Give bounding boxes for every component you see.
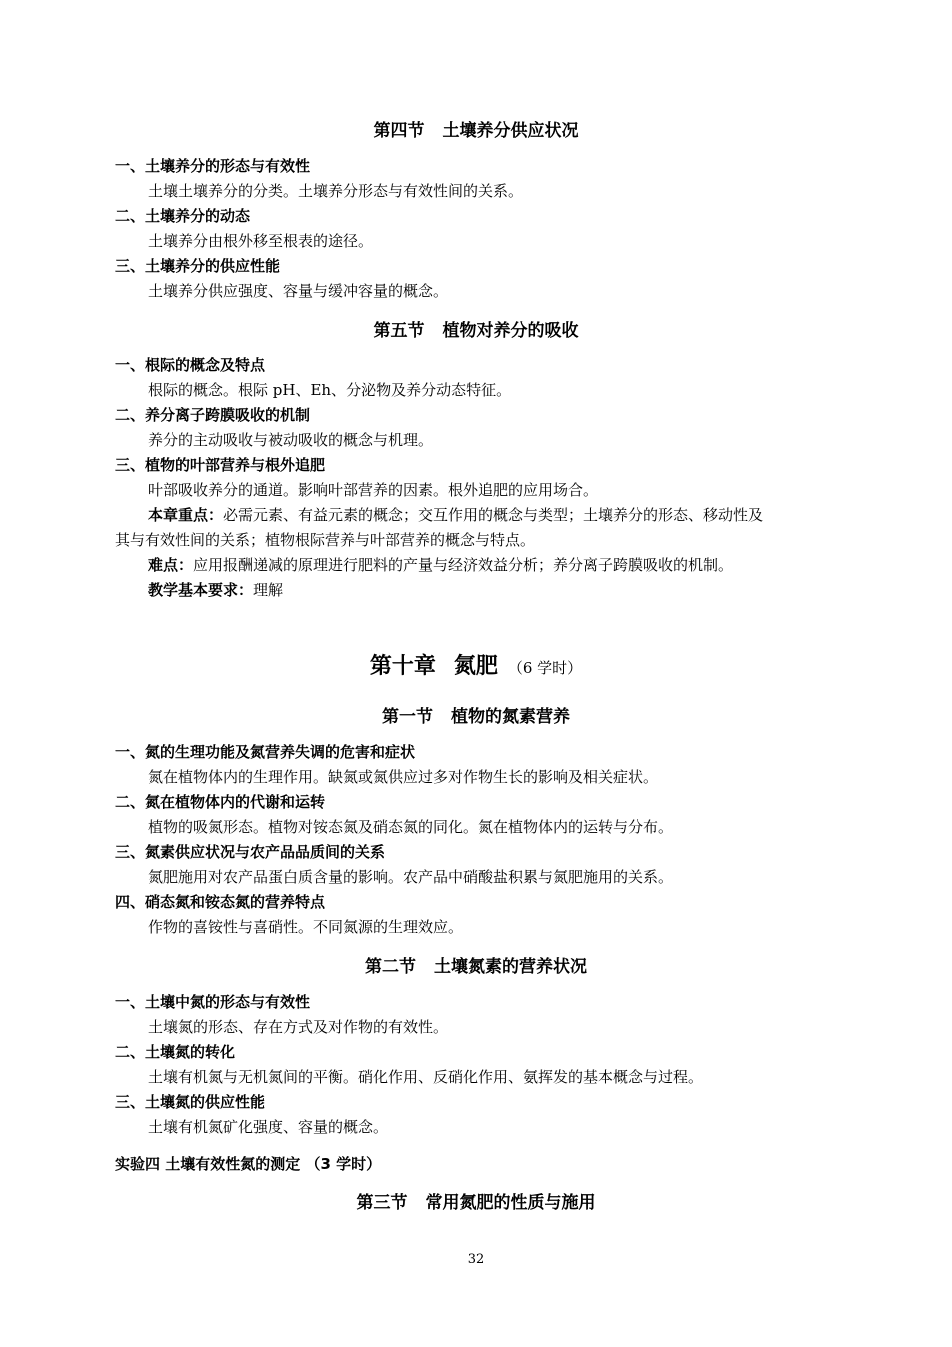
paragraph: 作物的喜铵性与喜硝性。不同氮源的生理效应。	[148, 918, 464, 936]
paragraph: 养分的主动吸收与被动吸收的概念与机理。	[148, 431, 434, 449]
section-heading	[0, 1188, 952, 1213]
paragraph: 土壤养分由根外移至根表的途径。	[148, 232, 374, 250]
chapter-hours: （6 学时）	[507, 659, 583, 677]
section-heading	[0, 702, 952, 727]
paragraph: 氮肥施用对农产品蛋白质含量的影响。农产品中硝酸盐积累与氮肥施用的关系。	[148, 868, 674, 886]
section-heading	[0, 116, 952, 141]
section-number: 第五节	[373, 321, 425, 341]
key-points-text: 必需元素、有益元素的概念；交互作用的概念与类型；土壤养分的形态、移动性及	[223, 506, 764, 524]
paragraph: 叶部吸收养分的通道。影响叶部营养的因素。根外追肥的应用场合。	[148, 481, 599, 499]
requirements-text: 理解	[253, 581, 284, 599]
section-title: 土壤养分供应状况	[442, 121, 579, 141]
section-number: 第四节	[373, 121, 425, 141]
paragraph: 土壤土壤养分的分类。土壤养分形态与有效性间的关系。	[148, 182, 524, 200]
chapter-title: 氮肥	[453, 654, 498, 679]
subsection-heading: 一、土壤中氮的形态与有效性	[115, 993, 311, 1011]
subsection-heading: 三、植物的叶部营养与根外追肥	[115, 456, 326, 474]
subsection-heading: 二、氮在植物体内的代谢和运转	[115, 793, 326, 811]
subsection-heading: 一、氮的生理功能及氮营养失调的危害和症状	[115, 743, 416, 761]
chapter-heading	[0, 649, 952, 680]
requirements-label: 教学基本要求：	[148, 581, 254, 599]
paragraph: 氮在植物体内的生理作用。缺氮或氮供应过多对作物生长的影响及相关症状。	[148, 768, 659, 786]
difficulties-label: 难点：	[148, 556, 194, 574]
paragraph: 根际的概念。根际 pH、Eh、分泌物及养分动态特征。	[148, 381, 512, 399]
requirements	[148, 579, 283, 600]
subsection-heading: 二、土壤氮的转化	[115, 1043, 236, 1061]
paragraph: 土壤氮的形态、存在方式及对作物的有效性。	[148, 1018, 449, 1036]
subsection-heading: 一、土壤养分的形态与有效性	[115, 157, 311, 175]
subsection-heading: 三、土壤氮的供应性能	[115, 1093, 266, 1111]
paragraph: 土壤养分供应强度、容量与缓冲容量的概念。	[148, 282, 449, 300]
experiment-heading: 实验四 土壤有效性氮的测定 （3 学时）	[115, 1155, 382, 1173]
difficulties	[148, 554, 733, 575]
section-number: 第二节	[365, 957, 416, 977]
subsection-heading: 一、根际的概念及特点	[115, 356, 266, 374]
section-number: 第一节	[382, 707, 433, 727]
section-title: 土壤氮素的营养状况	[434, 957, 587, 977]
subsection-heading: 二、养分离子跨膜吸收的机制	[115, 406, 311, 424]
subsection-heading: 二、土壤养分的动态	[115, 207, 251, 225]
key-points-label: 本章重点：	[148, 506, 224, 524]
subsection-heading: 三、氮素供应状况与农产品品质间的关系	[115, 843, 386, 861]
key-points	[148, 504, 763, 525]
paragraph: 土壤有机氮与无机氮间的平衡。硝化作用、反硝化作用、氨挥发的基本概念与过程。	[148, 1068, 704, 1086]
key-points-continued: 其与有效性间的关系；植物根际营养与叶部营养的概念与特点。	[115, 531, 536, 549]
section-title: 植物对养分的吸收	[442, 321, 579, 341]
section-title: 常用氮肥的性质与施用	[425, 1193, 596, 1213]
paragraph: 植物的吸氮形态。植物对铵态氮及硝态氮的同化。氮在植物体内的运转与分布。	[148, 818, 674, 836]
section-heading	[0, 952, 952, 977]
subsection-heading: 三、土壤养分的供应性能	[115, 257, 281, 275]
section-number: 第三节	[356, 1193, 408, 1213]
difficulties-text: 应用报酬递减的原理进行肥料的产量与经济效益分析；养分离子跨膜吸收的机制。	[193, 556, 734, 574]
subsection-heading: 四、硝态氮和铵态氮的营养特点	[115, 893, 326, 911]
page-number: 32	[467, 1252, 485, 1267]
paragraph: 土壤有机氮矿化强度、容量的概念。	[148, 1118, 389, 1136]
chapter-number: 第十章	[369, 654, 436, 679]
section-title: 植物的氮素营养	[451, 707, 570, 727]
section-heading	[0, 316, 952, 341]
